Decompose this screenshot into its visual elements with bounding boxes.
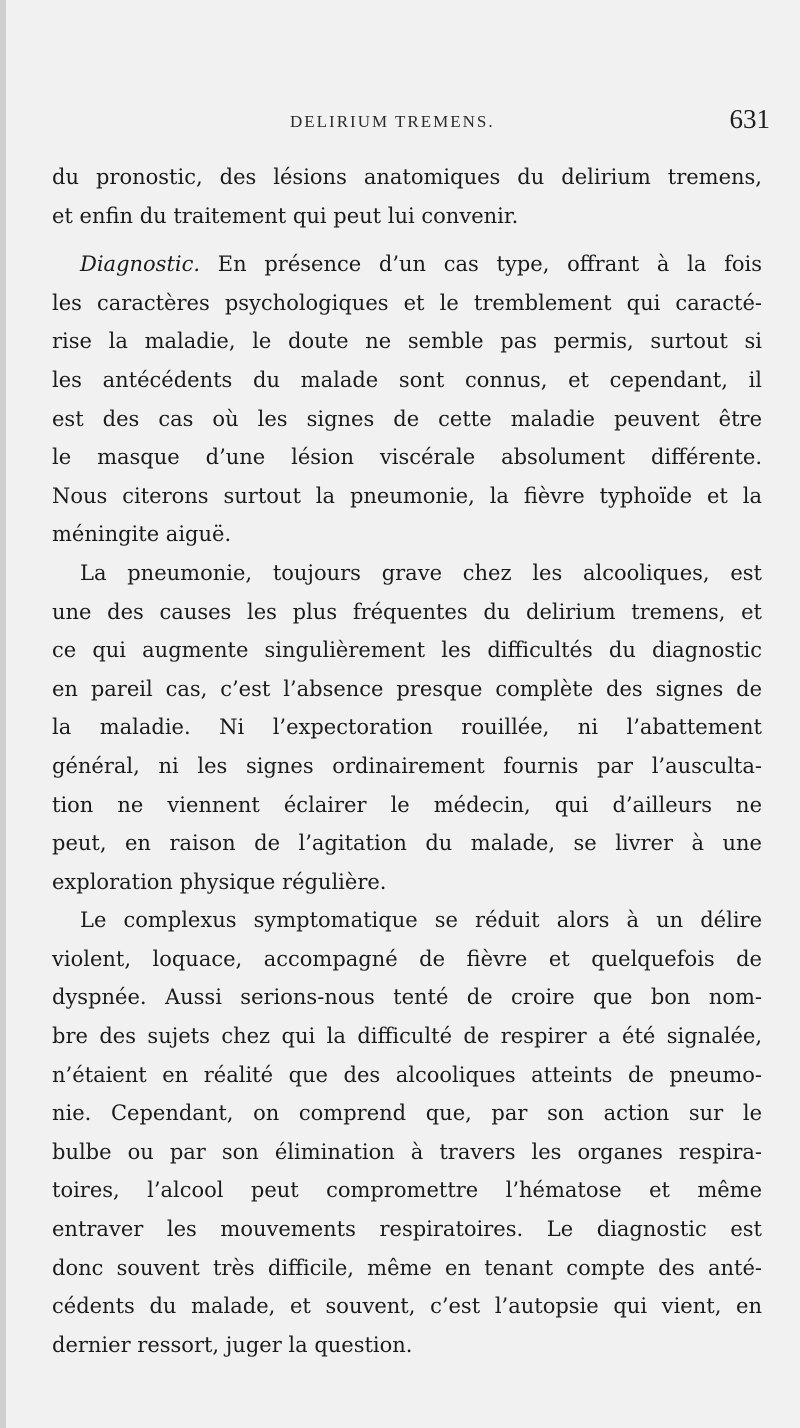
text-line: du pronostic, des lésions anatomiques du delirium tremens, [52,165,762,189]
body-text [52,158,762,1364]
text-line: et enfin du traitement qui peut lui convenir. [52,203,519,228]
text-line: tion ne viennent éclairer le médecin, qui d’ailleurs ne [52,792,762,817]
running-title: DELIRIUM TREMENS. [290,112,495,131]
text-line: bre des sujets chez qui la difficulté de respirer a été signalée, [52,1024,762,1049]
text-line: en pareil cas, c’est l’absence presque complète des signes de [52,676,762,701]
text-line: rise la maladie, le doute ne semble pas permis, surtout si [52,329,762,354]
page-number: 631 [729,104,770,134]
paragraph-complexus [52,901,762,1364]
text-line: toires, l’alcool peut compromettre l’hématose et même [52,1178,762,1203]
text-line: entraver les mouvements respiratoires. Le diagnostic est [52,1217,762,1242]
text-line [52,245,762,284]
text-line: général, ni les signes ordinairement fournis par l’ausculta- [52,753,762,778]
text-line: violent, loquace, accompagné de fièvre et quelquefois de [52,946,762,971]
section-lead: Diagnostic. [80,252,201,277]
paragraph-pneumonie [52,554,762,901]
text-fragment: En présence d’un cas type, offrant à la fois [200,252,762,277]
text-line: les antécédents du malade sont connus, et cependant, il [52,367,762,392]
text-line: nie. Cependant, on comprend que, par son action sur le [52,1101,762,1126]
text-line: est des cas où les signes de cette maladie peuvent être [52,406,762,431]
text-line: les caractères psychologiques et le tremblement qui caracté- [52,290,762,315]
paragraph-diagnostic [52,245,762,554]
text-line: donc souvent très difficile, même en tenant compte des anté- [52,1255,762,1280]
text-line: ce qui augmente singulièrement les difficultés du diagnostic [52,638,762,663]
text-line: méningite aiguë. [52,522,232,547]
text-line: dyspnée. Aussi serions-nous tenté de croire que bon nom- [52,985,762,1010]
text-line: bulbe ou par son élimination à travers les organes respira- [52,1139,762,1164]
text-line: n’étaient en réalité que des alcooliques atteints de pneumo- [52,1062,762,1087]
text-line: Le complexus symptomatique se réduit alors à un délire [80,908,762,933]
text-line: une des causes les plus fréquentes du delirium tremens, et [52,599,762,624]
text-line: La pneumonie, toujours grave chez les alcooliques, est [80,560,762,585]
text-line: dernier ressort, juger la question. [52,1332,413,1357]
text-line: Nous citerons surtout la pneumonie, la fièvre typhoïde et la [52,483,762,508]
running-head [52,104,770,144]
text-line: peut, en raison de l’agitation du malade, se livrer à une [52,831,762,856]
text-line: exploration physique régulière. [52,869,387,894]
paragraph-continuation [52,158,762,235]
text-line: la maladie. Ni l’expectoration rouillée, ni l’abattement [52,715,762,740]
text-line: cédents du malade, et souvent, c’est l’autopsie qui vient, en [52,1294,762,1319]
text-line: le masque d’une lésion viscérale absolument différente. [52,445,762,470]
